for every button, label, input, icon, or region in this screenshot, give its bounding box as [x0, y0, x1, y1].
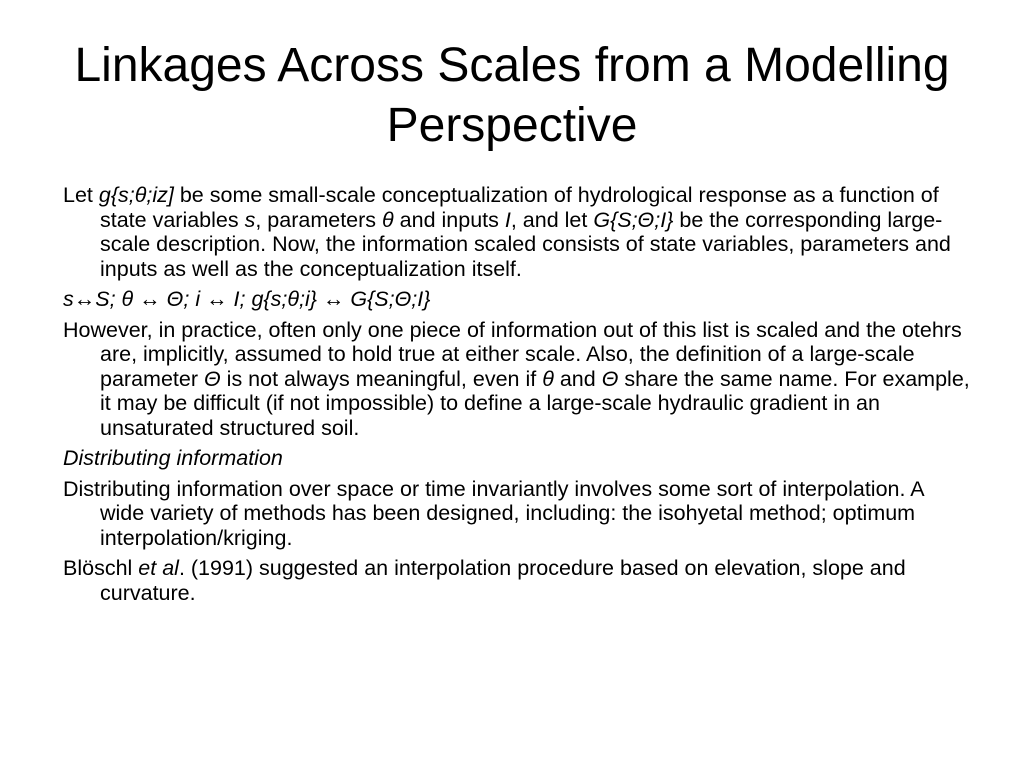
- math-small-scale-parameter: θ: [542, 366, 554, 391]
- text-segment: , and let: [510, 207, 594, 232]
- slide-title: Linkages Across Scales from a Modelling Perspective: [74, 39, 950, 152]
- math-large-scale-parameter: Θ: [203, 366, 221, 391]
- paragraph-citation: [63, 556, 973, 605]
- paragraph-practice: [63, 318, 973, 441]
- text-segment: , parameters: [255, 207, 383, 232]
- text-segment: and inputs: [393, 207, 505, 232]
- text-segment: be the corresponding large-scale description. Now, the information scaled consists of state variables, parameters and inputs as well as the conceptualization itself.: [100, 207, 951, 281]
- citation-et-al: et al: [138, 556, 179, 580]
- math-small-scale-function: g{s;θ;iz]: [98, 183, 174, 207]
- section-heading-distributing-information: Distributing information: [63, 446, 283, 470]
- slide-body: [63, 183, 973, 611]
- paragraph-definition: [63, 183, 973, 281]
- text-segment: Blöschl: [63, 556, 139, 580]
- paragraph-interpolation: Distributing information over space or time invariantly involves some sort of interpolation. A wide variety of methods has been designed, including: the isohyetal method; optimum interpolation/kriging.: [63, 476, 924, 550]
- text-segment: share the same name. For example, it may be difficult (if not impossible) to define a large-scale hydraulic gradient in an unsaturated structured soil.: [100, 366, 970, 440]
- text-segment: is not always meaningful, even if: [220, 366, 543, 391]
- math-parameter: θ: [382, 207, 394, 232]
- text-segment: be some small-scale conceptualization of hydrological response as a function of state variables: [100, 183, 939, 232]
- paragraph-scaling-relations: s↔S; θ ↔ Θ; i ↔ I; g{s;θ;i} ↔ G{S;Θ;I}: [63, 287, 431, 311]
- math-large-scale-function: G{S;Θ;I}: [593, 207, 674, 232]
- text-segment: Let: [63, 183, 99, 207]
- text-segment: However, in practice, often only one piece of information out of this list is scaled and the otehrs are, implicitly, assumed to hold true at either scale. Also, the definition of a large-scale parameter: [63, 317, 962, 391]
- text-segment: and: [553, 366, 602, 391]
- math-state-variable: s: [244, 207, 256, 232]
- math-large-scale-parameter: Θ: [601, 366, 619, 391]
- text-segment: . (1991) suggested an interpolation procedure based on elevation, slope and curvature.: [100, 556, 906, 605]
- math-input: I: [504, 207, 511, 232]
